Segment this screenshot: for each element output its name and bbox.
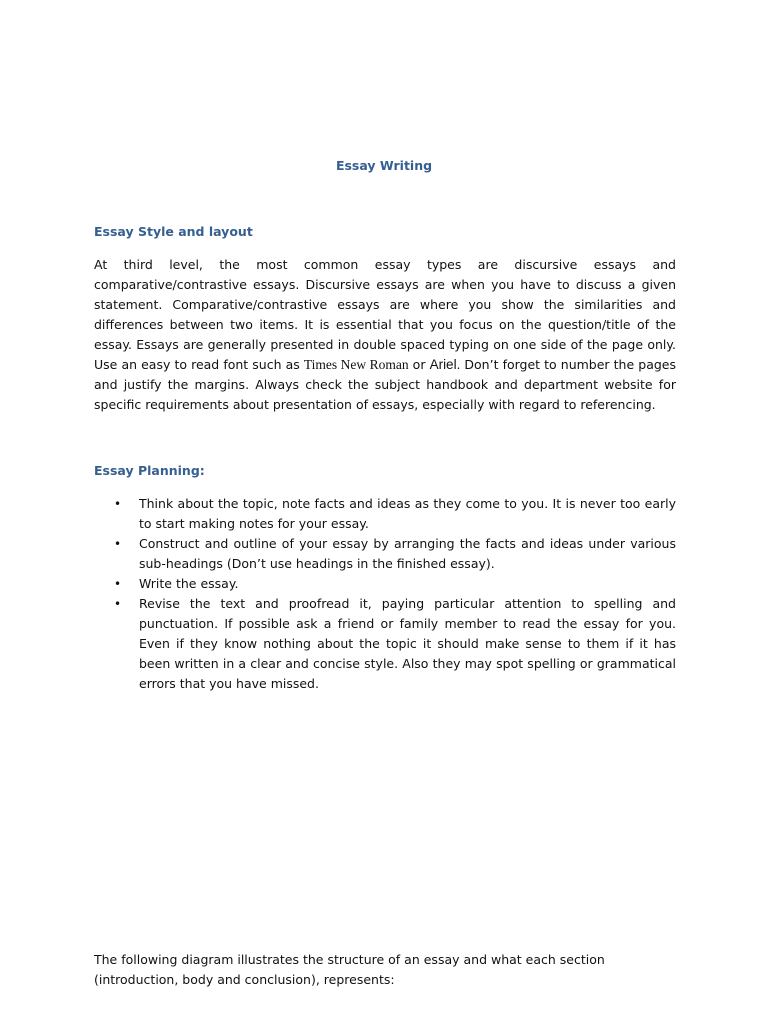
list-item [114,574,676,594]
bullet-icon: • [114,497,122,511]
bullet-icon: • [114,537,122,551]
diagram-intro-paragraph: The following diagram illustrates the structure of an essay and what each section (introduction, body and conclusion), represents: [94,952,605,987]
bullet-icon: • [114,597,122,611]
section-heading-planning: Essay Planning: [94,463,205,478]
paragraph-text-part: At third level, the most common essay types are discursive essays and comparative/contrastive essays. Discursive essays are when you have to discuss a given statement. Comparative/contrastive essays are where you show the similarities and differences between two items. It is essential that you focus on the question/title of the essay. Essays are generally presented in double spaced typing on one side of the page only. Use an easy to read font such as [94,257,676,372]
list-item [114,494,676,534]
list-item-text: Think about the topic, note facts and ideas as they come to you. It is never too early to start making notes for your essay. [139,496,676,531]
paragraph-style-layout [94,255,676,415]
paragraph-text-part: Don’t forget to number the pages and justify the margins. Always check the subject handbook and department website for specific requirements about presentation of essays, especially with regard to referencing. [94,357,676,412]
paragraph-text-part: or [408,357,430,372]
list-item [114,594,676,694]
font-example-times: Times New Roman [303,357,409,372]
font-example-ariel: Ariel. [429,357,461,372]
list-item-text: Construct and outline of your essay by arranging the facts and ideas under various sub-headings (Don’t use headings in the finished essay). [139,536,676,571]
section-heading-style-layout: Essay Style and layout [94,224,253,239]
list-item-text: Write the essay. [139,576,239,591]
planning-list [114,494,676,694]
list-item-text: Revise the text and proofread it, paying particular attention to spelling and punctuation. If possible ask a friend or family member to read the essay for you. Even if they know nothing about the topic it should make sense to them if it has been written in a clear and concise style. Also they may spot spelling or grammatical errors that you have missed. [139,596,676,691]
list-item [114,534,676,574]
document-title: Essay Writing [335,158,433,173]
bullet-icon: • [114,577,122,591]
